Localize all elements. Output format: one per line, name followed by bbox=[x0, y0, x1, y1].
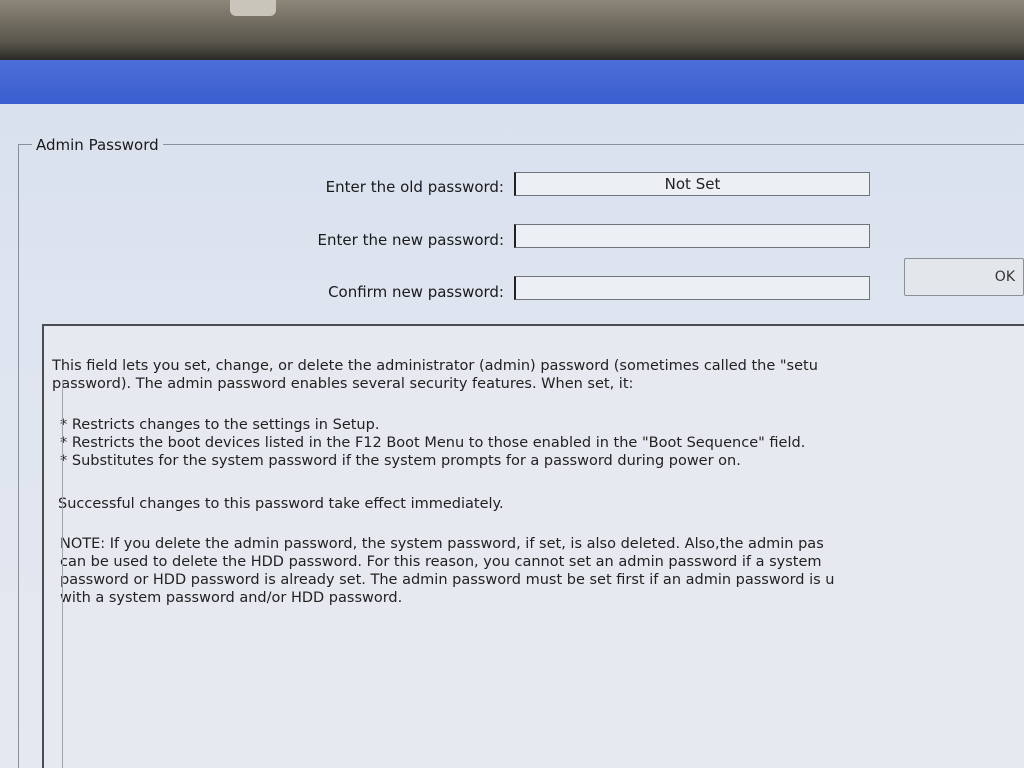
confirm-password-label: Confirm new password: bbox=[328, 283, 504, 301]
new-password-field[interactable] bbox=[514, 224, 870, 248]
help-intro-line-1: This field lets you set, change, or delete the administrator (admin) password (sometimes called the "setu bbox=[52, 358, 818, 374]
old-password-field[interactable]: Not Set bbox=[514, 172, 870, 196]
monitor-bezel bbox=[0, 0, 1024, 60]
help-note-line-2: can be used to delete the HDD password. For this reason, you cannot set an admin password if a system bbox=[60, 554, 822, 570]
group-title: Admin Password bbox=[32, 136, 163, 154]
help-note-line-4: with a system password and/or HDD password. bbox=[60, 590, 403, 606]
old-password-label: Enter the old password: bbox=[325, 178, 504, 196]
help-intro-line-2: password). The admin password enables several security features. When set, it: bbox=[52, 376, 634, 392]
help-bullet-system: * Substitutes for the system password if the system prompts for a password during power on. bbox=[60, 453, 741, 469]
new-password-label: Enter the new password: bbox=[317, 231, 504, 249]
bios-screen bbox=[0, 60, 1024, 768]
help-inner-border bbox=[62, 380, 1024, 768]
help-success-text: Successful changes to this password take effect immediately. bbox=[58, 496, 504, 512]
ok-button[interactable]: OK bbox=[904, 258, 1024, 296]
help-note-line-3: password or HDD password is already set. The admin password must be set first if an admin password is u bbox=[60, 572, 835, 588]
title-bar bbox=[0, 60, 1024, 104]
help-note-line-1: NOTE: If you delete the admin password, the system password, if set, is also deleted. Also,the admin pas bbox=[60, 536, 824, 552]
confirm-password-field[interactable] bbox=[514, 276, 870, 300]
help-bullet-boot: * Restricts the boot devices listed in the F12 Boot Menu to those enabled in the "Boot Sequence" field. bbox=[60, 435, 806, 451]
bezel-tab bbox=[230, 0, 276, 16]
help-bullet-setup: * Restricts changes to the settings in Setup. bbox=[60, 417, 380, 433]
